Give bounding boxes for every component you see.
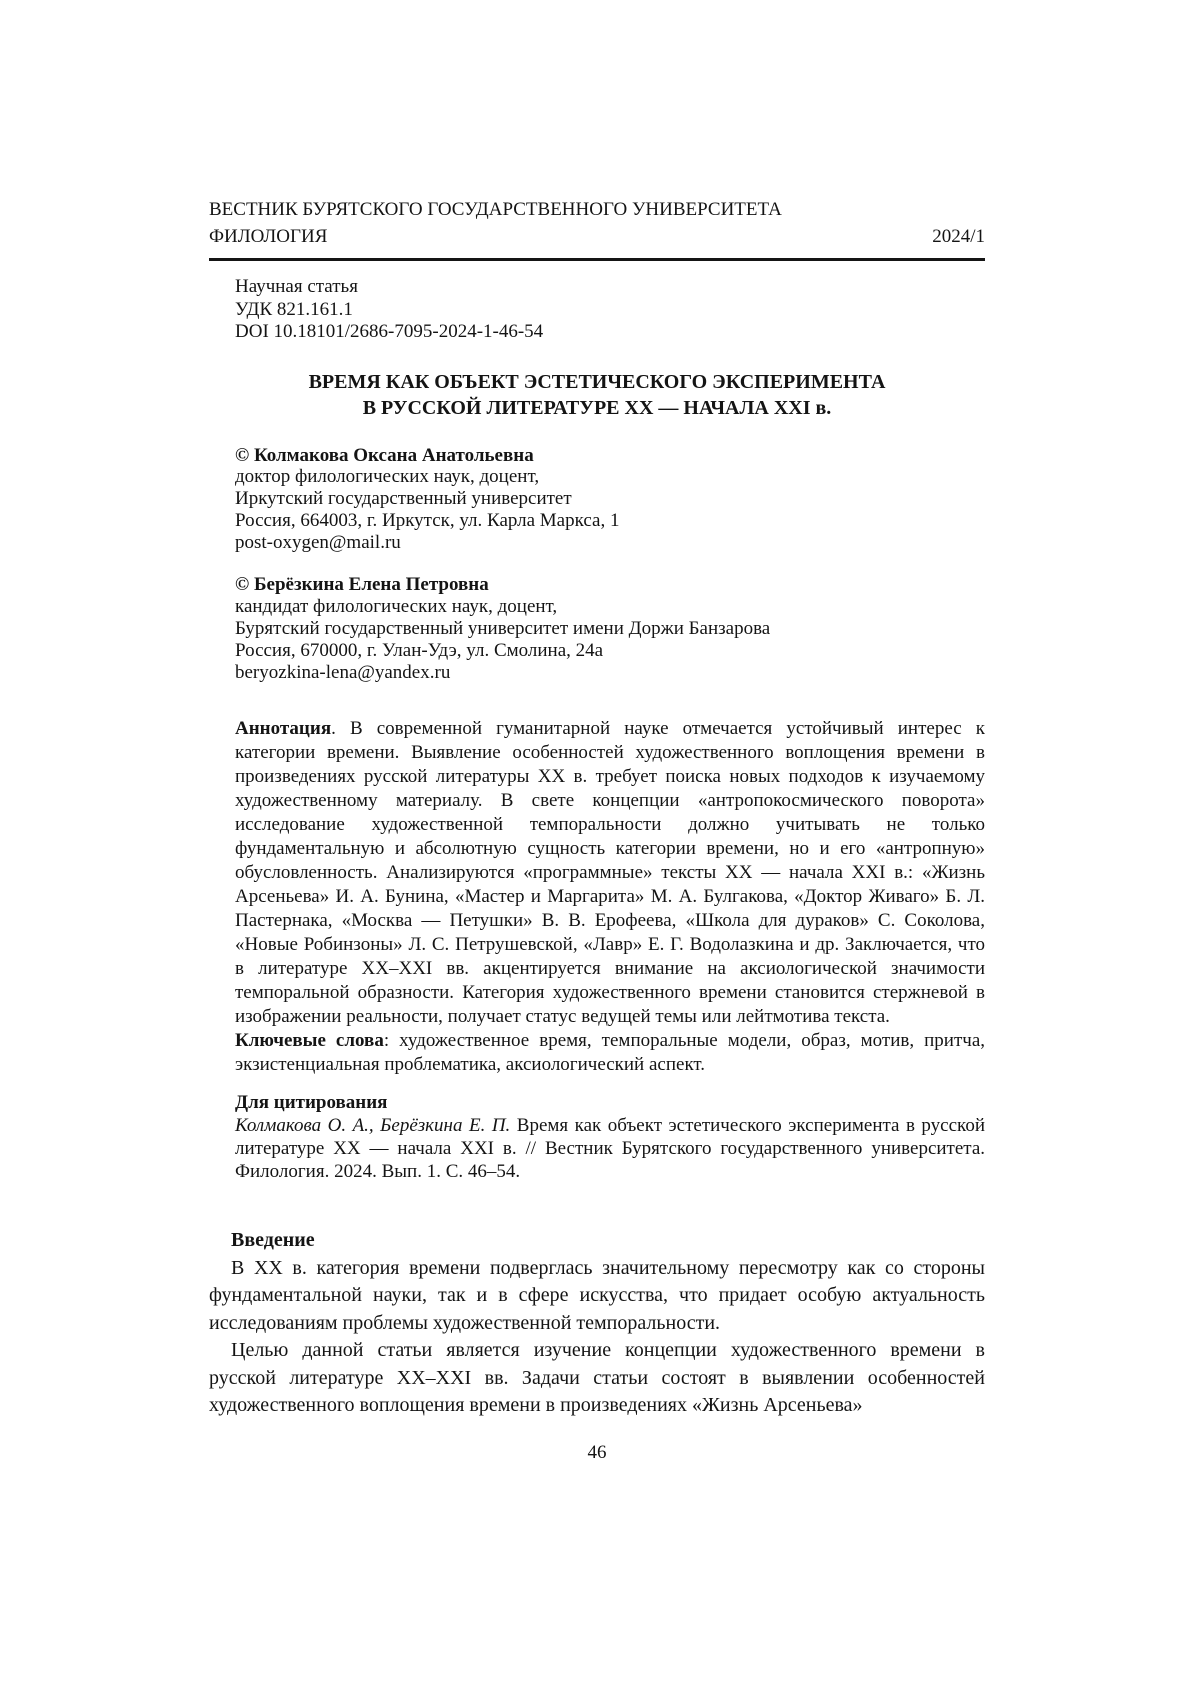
- author-email: beryozkina-lena@yandex.ru: [235, 661, 451, 683]
- introduction-paragraph-2: Целью данной статьи является изучение концепции художественного времени в русской литературе XX–XXI вв. Задачи статьи состоят в выявлении особенностей художественного воплощения времени в произведениях «Жизнь Арсеньева»: [209, 1339, 985, 1417]
- article-type: Научная статья: [235, 276, 358, 297]
- author-email: post-oxygen@mail.ru: [235, 531, 401, 553]
- abstract-section: [235, 717, 985, 1077]
- introduction-heading: Введение: [231, 1229, 315, 1252]
- journal-header: [209, 196, 985, 250]
- abstract-text: . В современной гуманитарной науке отмечается устойчивый интерес к категории времени. Выявление особенностей художественного воплощения времени в произведениях русской литературы XX в. требует поиска новых подходов к изучаемому художественному материалу. В свете концепции «антропокосмического поворота» исследование художественной темпоральности должно учитывать не только фундаментальную и абсолютную сущность категории времени, но и его «антропную» обусловленность. Анализируются «программные» тексты XX — начала XXI в.: «Жизнь Арсеньева» И. А. Бунина, «Мастер и Маргарита» М. А. Булгакова, «Доктор Живаго» Б. Л. Пастернака, «Москва — Петушки» В. В. Ерофеева, «Школа для дураков» С. Соколова, «Новые Робинзоны» Л. С. Петрушевской, «Лавр» Е. Г. Водолазкина и др. Заключается, что в литературе XX–XXI вв. акцентируется внимание на аксиологической значимости темпоральной образности. Категория художественного времени становится стержневой в изображении реальности, получает статус ведущей темы или лейтмотива текста.: [235, 718, 985, 1028]
- journal-name: ВЕСТНИК БУРЯТСКОГО ГОСУДАРСТВЕННОГО УНИВЕРСИТЕТА: [209, 199, 782, 220]
- author-block-1: [235, 445, 985, 554]
- author-block-2: [235, 574, 985, 683]
- article-title-line1: ВРЕМЯ КАК ОБЪЕКТ ЭСТЕТИЧЕСКОГО ЭКСПЕРИМЕНТА: [308, 370, 886, 393]
- citation-paragraph: [235, 1114, 985, 1183]
- author-name: © Берёзкина Елена Петровна: [235, 574, 489, 596]
- journal-section: ФИЛОЛОГИЯ: [209, 226, 328, 247]
- header-rule: [209, 258, 985, 261]
- doi-number: DOI 10.18101/2686-7095-2024-1-46-54: [235, 321, 544, 342]
- abstract-paragraph: [235, 717, 985, 1029]
- abstract-label: Аннотация: [235, 718, 332, 740]
- citation-heading: Для цитирования: [235, 1092, 388, 1114]
- citation-authors: Колмакова О. А., Берёзкина Е. П.: [235, 1115, 511, 1137]
- author-affiliation: Иркутский государственный университет: [235, 488, 572, 510]
- issue-number: 2024/1: [932, 226, 985, 247]
- keywords-text: : художественное время, темпоральные модели, образ, мотив, притча, экзистенциальная проблематика, аксиологический аспект.: [235, 1030, 986, 1076]
- author-degree: кандидат филологических наук, доцент,: [235, 596, 558, 618]
- introduction-paragraph-1: В XX в. категория времени подверглась значительному пересмотру как со стороны фундаментальной науки, так и в сфере искусства, что придает особую актуальность исследованиям проблемы художественной темпоральности.: [209, 1256, 985, 1334]
- keywords-label: Ключевые слова: [235, 1030, 384, 1052]
- article-meta: [235, 276, 985, 344]
- author-affiliation: Бурятский государственный университет имени Доржи Банзарова: [235, 618, 771, 640]
- author-name: © Колмакова Оксана Анатольевна: [235, 444, 534, 466]
- citation-section: [235, 1091, 985, 1183]
- introduction-section: [209, 1227, 985, 1420]
- author-address: Россия, 670000, г. Улан-Удэ, ул. Смолина, 24а: [235, 639, 604, 661]
- article-title: [209, 369, 985, 421]
- udc-number: УДК 821.161.1: [235, 298, 353, 320]
- author-address: Россия, 664003, г. Иркутск, ул. Карла Маркса, 1: [235, 509, 620, 531]
- article-title-line2: В РУССКОЙ ЛИТЕРАТУРЕ XX — НАЧАЛА XXI в.: [362, 396, 832, 419]
- citation-text: Время как объект эстетического эксперимента в русской литературе XX — начала XXI в. // Вестник Бурятского государственного университета. Филология. 2024. Вып. 1. С. 46–54.: [235, 1115, 985, 1183]
- page-number: 46: [587, 1441, 607, 1463]
- author-degree: доктор филологических наук, доцент,: [235, 466, 540, 488]
- keywords-paragraph: [235, 1029, 985, 1077]
